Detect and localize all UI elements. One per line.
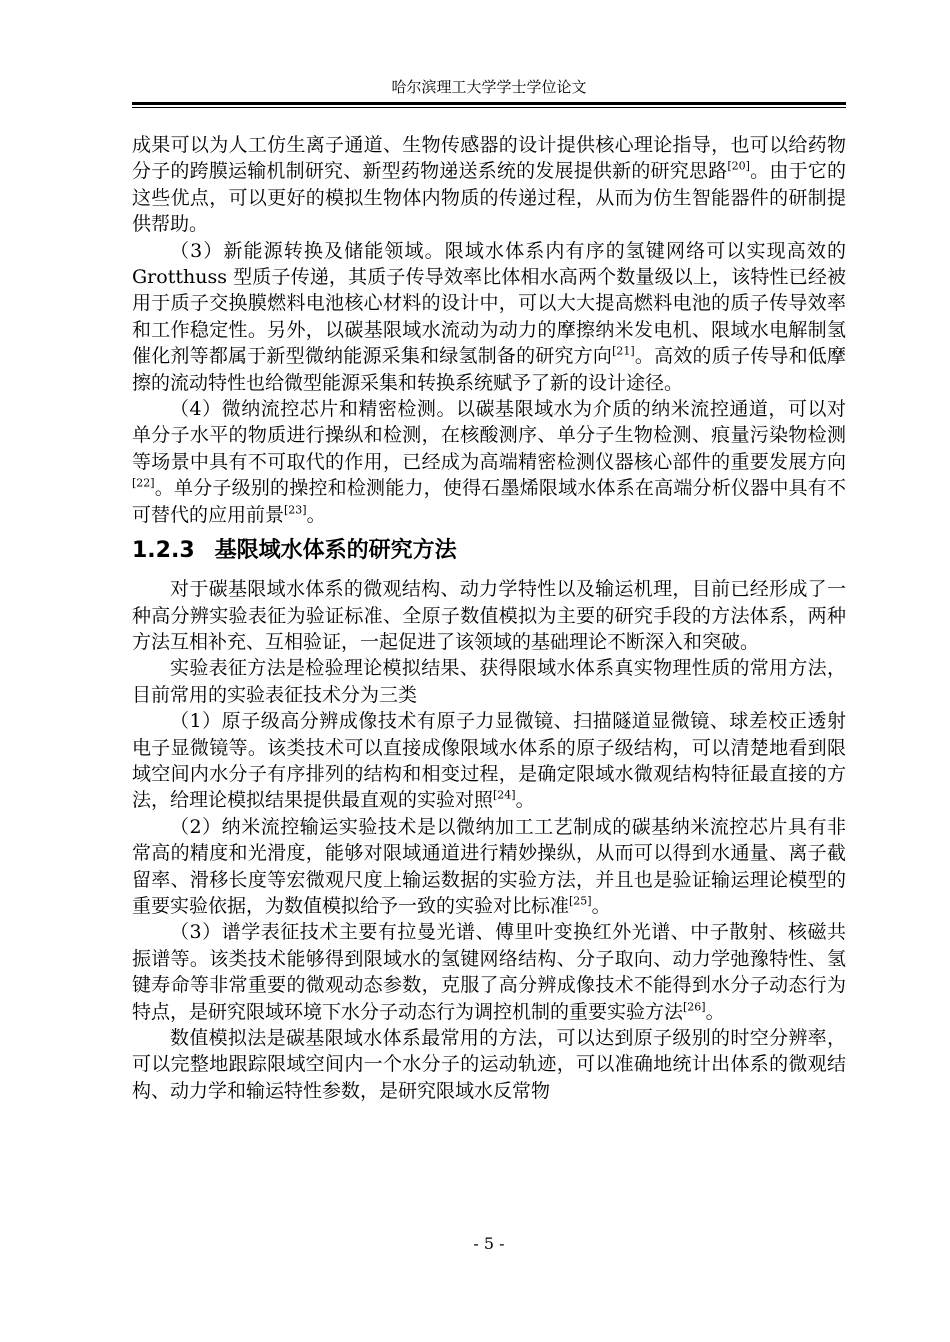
header-rule — [132, 102, 846, 108]
paragraph-text: 。由于它的这些优点，可以更好的模拟生物体内物质的传递过程，从而为仿生智能器件的研制提供帮助。 — [132, 160, 846, 236]
body-paragraph — [132, 814, 846, 920]
section-heading — [132, 536, 846, 566]
paragraph-text: 数值模拟法是碳基限域水体系最常用的方法，可以达到原子级别的时空分辨率，可以完整地跟踪限域空间内一个水分子的运动轨迹，可以准确地统计出体系的微观结构、动力学和输运特性参数，是研究限域水反常物 — [132, 1027, 846, 1102]
body-paragraph — [132, 1025, 846, 1104]
paragraph-text: （3）谱学表征技术主要有拉曼光谱、傅里叶变换红外光谱、中子散射、核磁共振谱等。该类技术能够得到限域水的氢键网络结构、分子取向、动力学弛豫特性、氢键寿命等非常重要的微观动态参数，克服了高分辨成像技术不能得到水分子动态行为特点，是研究限域环境下水分子动态行为调控机制的重要实验方法 — [132, 921, 846, 1023]
body-paragraph — [132, 396, 846, 528]
paragraph-text: 。单分子级别的操控和检测能力，使得石墨烯限域水体系在高端分析仪器中具有不可替代的应用前景 — [132, 477, 846, 526]
paragraph-text: 。 — [515, 789, 535, 812]
paragraph-text: 。高效的质子传导和低摩擦的流动特性也给微型能源采集和转换系统赋予了新的设计途径。 — [132, 345, 846, 394]
paragraph-text: 。 — [705, 1000, 725, 1023]
citation-ref: [25] — [569, 894, 592, 908]
section-title: 基限域水体系的研究方法 — [214, 538, 457, 564]
citation-ref: [23] — [284, 503, 307, 517]
citation-ref: [24] — [493, 789, 516, 803]
paragraph-text: （1）原子级高分辨成像技术有原子力显微镜、扫描隧道显微镜、球差校正透射电子显微镜等。该类技术可以直接成像限域水体系的原子级结构，可以清楚地看到限域空间内水分子有序排列的结构和相变过程，是确定限域水微观结构特征最直接的方法，给理论模拟结果提供最直观的实验对照 — [132, 710, 846, 812]
paragraph-text: （2）纳米流控输运实验技术是以微纳加工工艺制成的碳基纳米流控芯片具有非常高的精度和光滑度，能够对限域通道进行精妙操纵，从而可以得到水通量、离子截留率、滑移长度等宏微观尺度上输运数据的实验方法，并且也是验证输运理论模型的重要实验依据，为数值模拟给予一致的实验对比标准 — [132, 815, 846, 917]
citation-ref: [26] — [683, 1000, 706, 1014]
page-number: - 5 - — [473, 1234, 505, 1253]
citation-ref: [22] — [132, 476, 155, 490]
paragraph-group-after-section — [132, 576, 846, 1104]
paragraph-text: 实验表征方法是检验理论模拟结果、获得限域水体系真实物理性质的常用方法，目前常用的实验表征技术分为三类 — [132, 657, 846, 706]
paragraph-group-before-section — [132, 132, 846, 528]
paragraph-text: （3）新能源转换及储能领域。限域水体系内有序的氢键网络可以实现高效的 Grotthuss 型质子传递，其质子传导效率比体相水高两个数量级以上，该特性已经被用于质子交换膜燃料电池核心材料的设计中，可以大大提高燃料电池的质子传导效率和工作稳定性。另外，以碳基限域水流动为动力的摩擦纳米发电机、限域水电解制氢催化剂等都属于新型微纳能源采集和绿氢制备的研究方向 — [132, 239, 846, 368]
citation-ref: [20] — [727, 160, 750, 174]
running-header: 哈尔滨理工大学学士学位论文 — [391, 78, 587, 96]
body-paragraph — [132, 919, 846, 1025]
body-paragraph — [132, 708, 846, 814]
paragraph-text: 。 — [306, 503, 326, 526]
paragraph-text: 成果可以为人工仿生离子通道、生物传感器的设计提供核心理论指导，也可以给药物分子的跨膜运输机制研究、新型药物递送系统的发展提供新的研究思路 — [132, 134, 846, 183]
body-paragraph — [132, 238, 846, 396]
paragraph-text: 。 — [591, 894, 611, 917]
paragraph-text: （4）微纳流控芯片和精密检测。以碳基限域水为介质的纳米流控通道，可以对单分子水平的物质进行操纵和检测，在核酸测序、单分子生物检测、痕量污染物检测等场景中具有不可取代的作用，已经成为高端精密检测仪器核心部件的重要发展方向 — [132, 398, 846, 473]
body-paragraph — [132, 132, 846, 238]
citation-ref: [21] — [612, 344, 635, 358]
page-body — [132, 132, 846, 1104]
body-paragraph — [132, 576, 846, 655]
paragraph-text: 对于碳基限域水体系的微观结构、动力学特性以及输运机理，目前已经形成了一种高分辨实验表征为验证标准、全原子数值模拟为主要的研究手段的方法体系，两种方法互相补充、互相验证，一起促进了该领域的基础理论不断深入和突破。 — [132, 578, 846, 653]
section-number: 1.2.3 — [132, 538, 195, 564]
body-paragraph — [132, 655, 846, 708]
